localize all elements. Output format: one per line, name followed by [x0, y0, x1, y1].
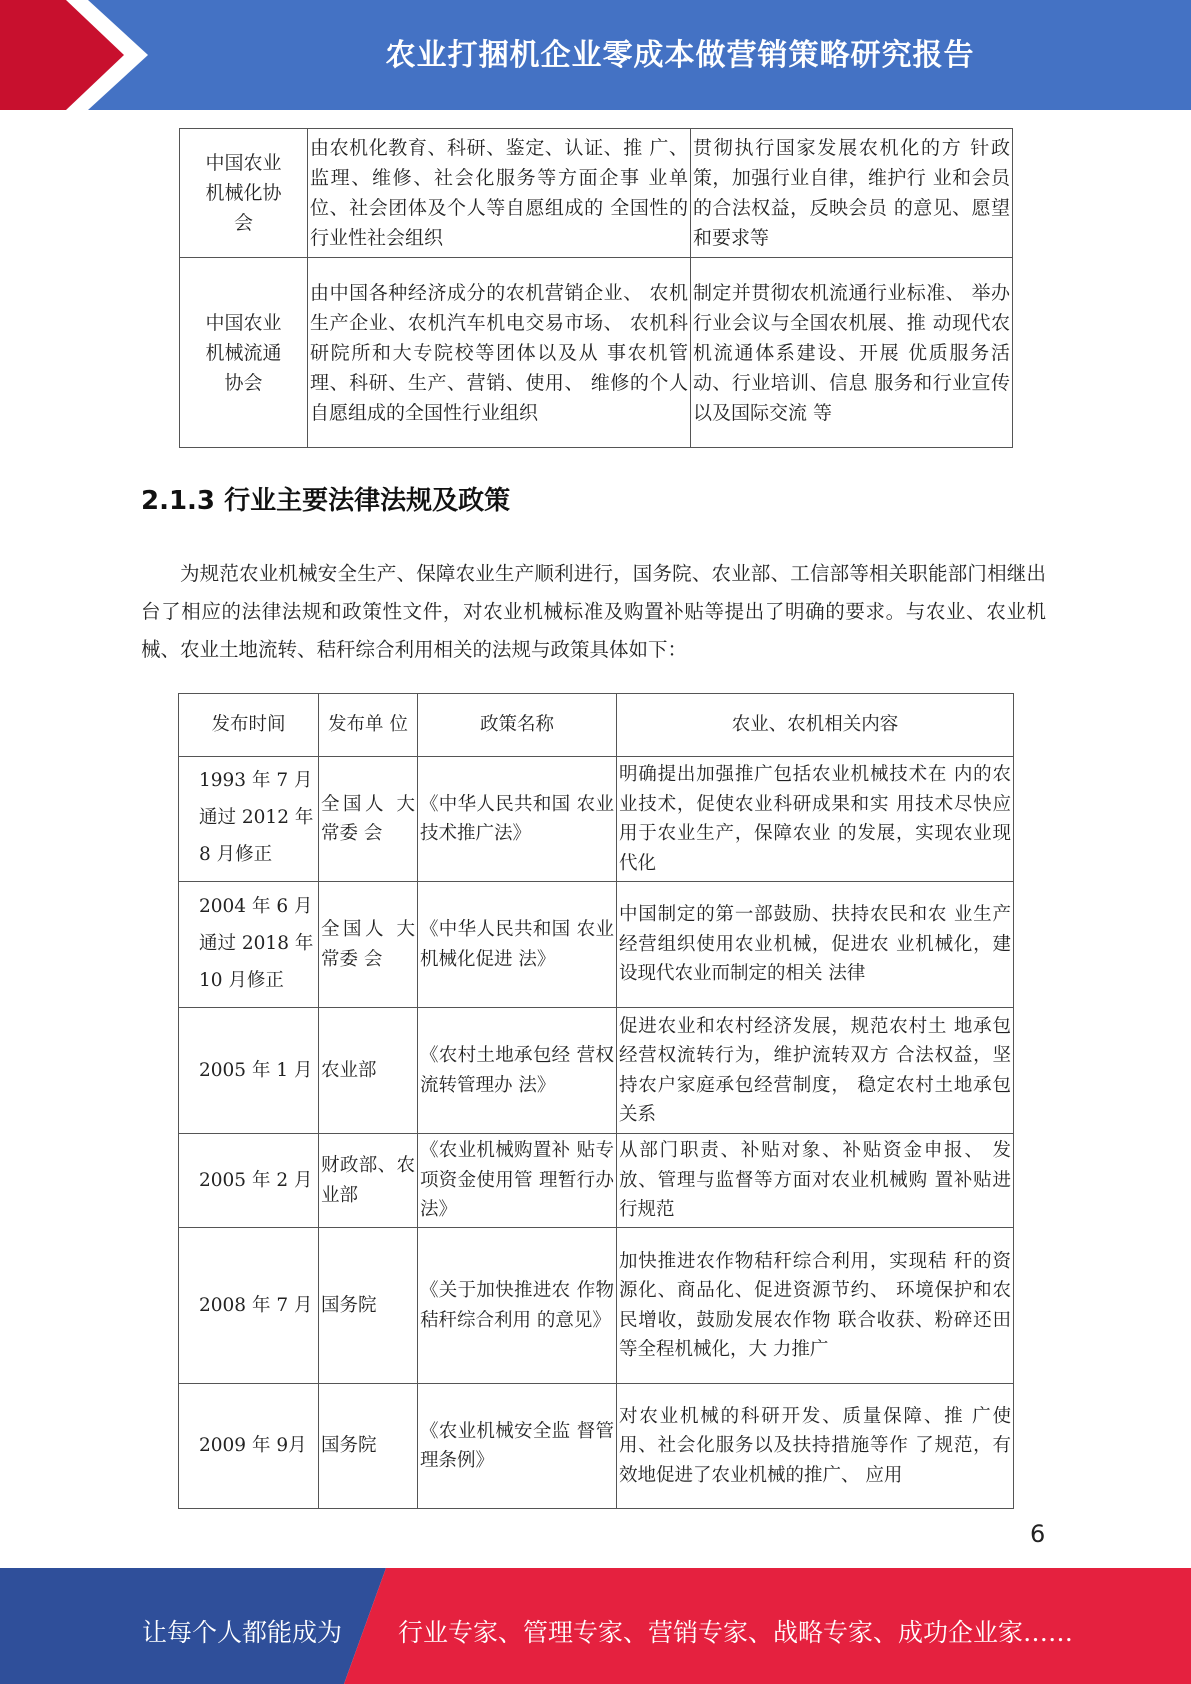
- policy-content: 中国制定的第一部鼓励、扶持农民和农 业生产经营组织使用农业机械，促进农 业机械化，建设现代农业而制定的相关 法律: [617, 882, 1014, 1008]
- policy-unit: 农业部: [319, 1008, 418, 1134]
- footer-slogan-right: 行业专家、管理专家、营销专家、战略专家、成功企业家……: [398, 1618, 1074, 1647]
- policy-time: 2005 年 2 月: [179, 1134, 319, 1228]
- table-row: [179, 1008, 1014, 1134]
- table-header-row: [179, 694, 1014, 757]
- table-row: [179, 1228, 1014, 1384]
- policy-unit: 国务院: [319, 1228, 418, 1384]
- policy-content: 从部门职责、补贴对象、补贴资金申报、 发放、管理与监督等方面对农业机械购 置补贴进行规范: [617, 1134, 1014, 1228]
- association-table: [179, 128, 1013, 448]
- org-role: 制定并贯彻农机流通行业标准、 举办行业会议与全国农机展、推 动现代农机流通体系建设、开展 优质服务活动、行业培训、信息 服务和行业宣传以及国际交流 等: [691, 258, 1013, 448]
- report-title: 农业打捆机企业零成本做营销策略研究报告: [385, 38, 975, 73]
- column-header: 政策名称: [418, 694, 617, 757]
- policy-time: 2009 年 9月: [179, 1384, 319, 1509]
- policy-table: [178, 693, 1014, 1509]
- policy-content: 促进农业和农村经济发展，规范农村土 地承包经营权流转行为，维护流转双方 合法权益，坚持农户家庭承包经营制度， 稳定农村土地承包关系: [617, 1008, 1014, 1134]
- table-row: [180, 129, 1013, 258]
- policy-content: 对农业机械的科研开发、质量保障、推 广使用、社会化服务以及扶持措施等作 了规范，有效地促进了农业机械的推广、 应用: [617, 1384, 1014, 1509]
- table-row: [179, 1384, 1014, 1509]
- policy-unit: 全国人 大常委 会: [319, 757, 418, 882]
- section-paragraph: 为规范农业机械安全生产、保障农业生产顺利进行，国务院、农业部、工信部等相关职能部门相继出台了相应的法律法规和政策性文件，对农业机械标准及购置补贴等提出了明确的要求。与农业、农业机械、农业土地流转、秸秆综合利用相关的法规与政策具体如下：: [141, 562, 1046, 661]
- header-red-chevron: [0, 0, 260, 110]
- footer-slogan-left: 让每个人都能成为: [142, 1618, 343, 1647]
- table-row: [179, 882, 1014, 1008]
- policy-unit: 全国人 大常委 会: [319, 882, 418, 1008]
- policy-unit: 国务院: [319, 1384, 418, 1509]
- policy-time: 2008 年 7 月: [179, 1228, 319, 1384]
- page-footer: [0, 1568, 1191, 1684]
- policy-name: 《农村土地承包经 营权流转管理办 法》: [418, 1008, 617, 1134]
- org-name: 中国农业 机械化协 会: [180, 129, 308, 258]
- policy-content: 明确提出加强推广包括农业机械技术在 内的农业技术，促使农业科研成果和实 用技术尽快应用于农业生产，保障农业 的发展，实现农业现代化: [617, 757, 1014, 882]
- column-header: 发布时间: [179, 694, 319, 757]
- org-composition: 由中国各种经济成分的农机营销企业、 农机生产企业、农机汽车机电交易市场、 农机科研院所和大专院校等团体以及从 事农机管理、科研、生产、营销、使用、 维修的个人自愿组成的全国性行业组织: [308, 258, 691, 448]
- table-row: [180, 258, 1013, 448]
- column-header: 农业、农机相关内容: [617, 694, 1014, 757]
- column-header: 发布单 位: [319, 694, 418, 757]
- org-composition: 由农机化教育、科研、鉴定、认证、推 广、监理、维修、社会化服务等方面企事 业单位、社会团体及个人等自愿组成的 全国性的行业性社会组织: [308, 129, 691, 258]
- policy-name: 《农业机械购置补 贴专项资金使用管 理暂行办法》: [418, 1134, 617, 1228]
- policy-name: 《中华人民共和国 农业机械化促进 法》: [418, 882, 617, 1008]
- policy-time: 1993 年 7 月通过 2012 年 8 月修正: [179, 757, 319, 882]
- policy-time: 2005 年 1 月: [179, 1008, 319, 1134]
- policy-unit: 财政部、农业部: [319, 1134, 418, 1228]
- policy-time: 2004 年 6 月通过 2018 年 10 月修正: [179, 882, 319, 1008]
- policy-content: 加快推进农作物秸秆综合利用，实现秸 秆的资源化、商品化、促进资源节约、 环境保护和农民增收，鼓励发展农作物 联合收获、粉碎还田等全程机械化，大 力推广: [617, 1228, 1014, 1384]
- policy-name: 《关于加快推进农 作物秸秆综合利用 的意见》: [418, 1228, 617, 1384]
- policy-name: 《中华人民共和国 农业技术推广法》: [418, 757, 617, 882]
- page-number: 6: [1030, 1520, 1046, 1548]
- table-row: [179, 757, 1014, 882]
- org-role: 贯彻执行国家发展农机化的方 针政策，加强行业自律，维护行 业和会员的合法权益，反映会员 的意见、愿望和要求等: [691, 129, 1013, 258]
- org-name: 中国农业 机械流通 协会: [180, 258, 308, 448]
- policy-name: 《农业机械安全监 督管理条例》: [418, 1384, 617, 1509]
- section-heading: 2.1.3 行业主要法律法规及政策: [141, 486, 511, 516]
- page-header: [0, 0, 1191, 110]
- table-row: [179, 1134, 1014, 1228]
